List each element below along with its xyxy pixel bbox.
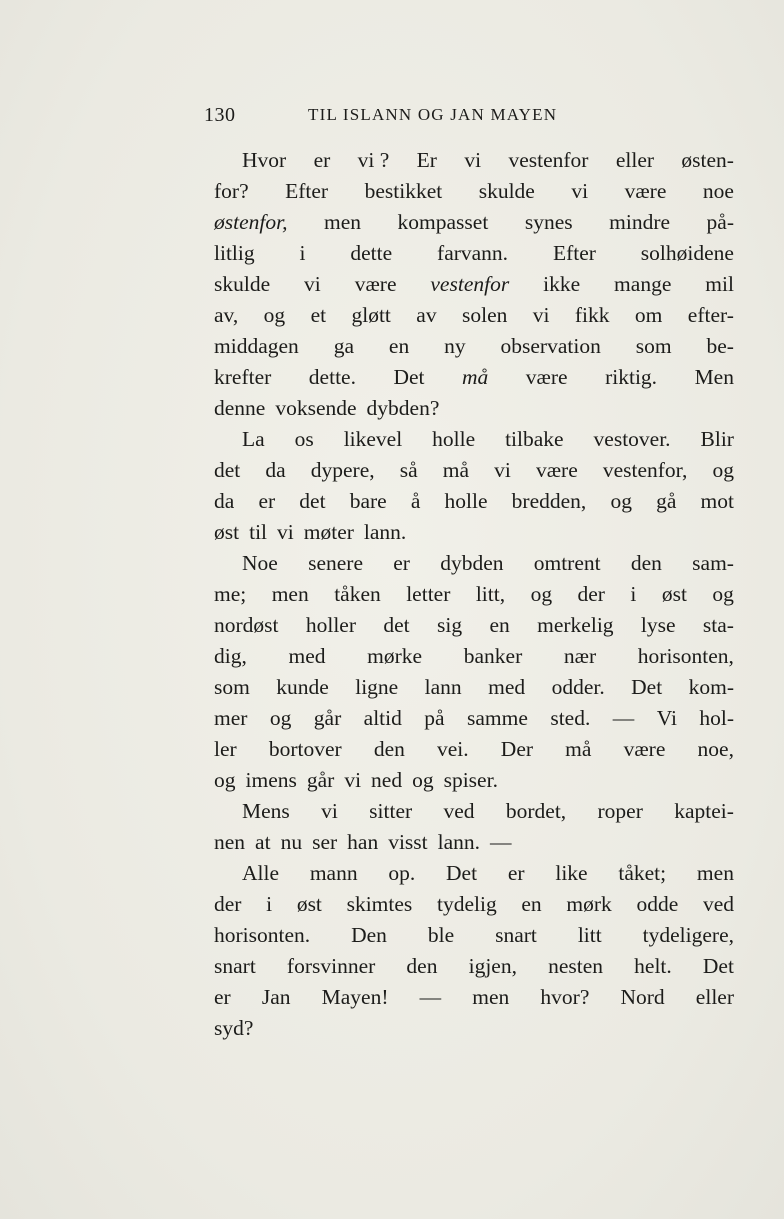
- word: det: [383, 613, 410, 637]
- text-line: [214, 362, 734, 393]
- word: Mayen!: [321, 985, 389, 1009]
- text-line: [214, 951, 734, 982]
- word: nu: [280, 830, 303, 854]
- word: tilbake: [505, 427, 564, 451]
- word: Alle: [242, 861, 280, 885]
- word: helt.: [634, 954, 672, 978]
- word: holle: [444, 489, 488, 513]
- text-line: [214, 734, 734, 765]
- word: —: [419, 985, 442, 1009]
- word: i: [630, 582, 637, 606]
- word: Er: [416, 148, 437, 172]
- word: like: [555, 861, 588, 885]
- word: Noe: [242, 551, 278, 575]
- word: sta-: [702, 613, 734, 637]
- word: da: [265, 458, 286, 482]
- word: men: [696, 861, 734, 885]
- text-line: [214, 207, 734, 238]
- word: en: [489, 613, 510, 637]
- word: farvann.: [437, 241, 509, 265]
- word: Mens: [242, 799, 290, 823]
- word: der: [214, 892, 242, 916]
- word: eller: [695, 985, 734, 1009]
- word: tåken: [334, 582, 381, 606]
- word: ny: [444, 334, 466, 358]
- word: østenfor,: [214, 210, 288, 234]
- word: østen-: [681, 148, 734, 172]
- word: men: [323, 210, 362, 234]
- word: være: [535, 458, 578, 482]
- word: holle: [432, 427, 476, 451]
- word: vi: [494, 458, 511, 482]
- word: bredden,: [511, 489, 587, 513]
- word: igjen,: [468, 954, 517, 978]
- word: vi: [344, 768, 362, 792]
- text-line: [214, 827, 734, 858]
- word: syd?: [214, 1016, 254, 1040]
- word: mindre: [609, 210, 671, 234]
- word: —: [612, 706, 635, 730]
- text-line: [214, 858, 734, 889]
- word: være: [624, 179, 667, 203]
- word: sitter: [369, 799, 413, 823]
- word: senere: [308, 551, 363, 575]
- word: denne: [214, 396, 266, 420]
- word: fikk: [574, 303, 610, 327]
- text-line: [214, 641, 734, 672]
- word: kaptei-: [674, 799, 734, 823]
- word: forsvinner: [286, 954, 376, 978]
- word: men: [472, 985, 510, 1009]
- word: en: [388, 334, 410, 358]
- word: der: [577, 582, 605, 606]
- text-line: [214, 269, 734, 300]
- word: Jan: [261, 985, 291, 1009]
- word: imens: [245, 768, 297, 792]
- word: være: [354, 272, 397, 296]
- word: riktig.: [605, 365, 658, 389]
- word: observation: [500, 334, 601, 358]
- word: likevel: [343, 427, 403, 451]
- word: voksende: [275, 396, 357, 420]
- text-line: [214, 300, 734, 331]
- word: er: [214, 985, 231, 1009]
- word: er: [313, 148, 331, 172]
- word: er: [507, 861, 525, 885]
- word: snart: [214, 954, 256, 978]
- word: nesten: [548, 954, 604, 978]
- word: for?: [214, 179, 249, 203]
- word: mørk: [566, 892, 612, 916]
- word: ligne: [355, 675, 399, 699]
- text-line: [214, 610, 734, 641]
- word: er: [393, 551, 410, 575]
- word: dybden?: [366, 396, 440, 420]
- word: Nord: [620, 985, 665, 1009]
- word: som: [635, 334, 672, 358]
- word: samme: [467, 706, 528, 730]
- word: ga: [333, 334, 354, 358]
- word: op.: [388, 861, 416, 885]
- word: vi: [304, 272, 321, 296]
- text-line: [214, 455, 734, 486]
- word: roper: [597, 799, 643, 823]
- word: ble: [427, 923, 455, 947]
- word: og: [269, 706, 292, 730]
- word: os: [294, 427, 314, 451]
- text-line: [214, 393, 734, 424]
- word: gløtt: [351, 303, 391, 327]
- word: snart: [495, 923, 537, 947]
- word: vei.: [437, 737, 469, 761]
- word: nær: [563, 644, 597, 668]
- text-line: [214, 176, 734, 207]
- word: så: [399, 458, 418, 482]
- word: han: [347, 830, 379, 854]
- word: be-: [706, 334, 734, 358]
- word: mot: [700, 489, 734, 513]
- word: lyse: [640, 613, 676, 637]
- word: hol-: [699, 706, 734, 730]
- word: dig,: [214, 644, 247, 668]
- text-line: [214, 920, 734, 951]
- word: men: [271, 582, 309, 606]
- word: dypere,: [310, 458, 375, 482]
- word: me;: [214, 582, 247, 606]
- word: lann: [424, 675, 462, 699]
- word: Hvor: [242, 148, 287, 172]
- word: mann: [309, 861, 358, 885]
- word: tydeligere,: [642, 923, 734, 947]
- word: holler: [305, 613, 357, 637]
- word: som: [214, 675, 250, 699]
- word: må: [462, 365, 489, 389]
- word: det: [214, 458, 241, 482]
- word: ser: [312, 830, 338, 854]
- page-header: [204, 104, 744, 130]
- word: skulde: [478, 179, 535, 203]
- word: solen: [461, 303, 508, 327]
- word: hvor?: [540, 985, 590, 1009]
- word: en: [521, 892, 542, 916]
- word: gå: [656, 489, 677, 513]
- word: Efter: [552, 241, 596, 265]
- word: La: [242, 427, 265, 451]
- word: og: [263, 303, 286, 327]
- running-title: TIL ISLANN OG JAN MAYEN: [308, 105, 558, 124]
- word: går: [306, 768, 335, 792]
- text-line: [214, 796, 734, 827]
- word: mil: [705, 272, 734, 296]
- word: Det: [393, 365, 425, 389]
- word: vestover.: [593, 427, 671, 451]
- word: efter-: [687, 303, 734, 327]
- page-number: 130: [204, 104, 236, 126]
- word: og: [712, 458, 734, 482]
- word: det: [299, 489, 326, 513]
- text-line: [214, 548, 734, 579]
- word: altid: [363, 706, 402, 730]
- word: dybden: [440, 551, 504, 575]
- word: at: [255, 830, 271, 854]
- word: Men: [694, 365, 734, 389]
- word: mange: [614, 272, 672, 296]
- word: øst: [296, 892, 322, 916]
- word: bortover: [268, 737, 342, 761]
- word: horisonten,: [637, 644, 734, 668]
- word: bestikket: [364, 179, 443, 203]
- word: er: [258, 489, 276, 513]
- word: skimtes: [346, 892, 413, 916]
- word: bare: [349, 489, 387, 513]
- word: mørke: [367, 644, 423, 668]
- word: kom-: [688, 675, 734, 699]
- word: den: [373, 737, 405, 761]
- word: Det: [446, 861, 478, 885]
- text-line: [214, 579, 734, 610]
- text-line: [214, 238, 734, 269]
- text-line: [214, 1013, 734, 1044]
- word: møter: [303, 520, 354, 544]
- word: skulde: [214, 272, 271, 296]
- word: går: [313, 706, 342, 730]
- word: og: [214, 768, 236, 792]
- word: øst: [661, 582, 687, 606]
- word: øst: [214, 520, 240, 544]
- word: den: [630, 551, 662, 575]
- word: kompasset: [397, 210, 489, 234]
- word: mer: [214, 706, 248, 730]
- word: litlig: [214, 241, 255, 265]
- text-line: [214, 982, 734, 1013]
- body-text: [214, 145, 734, 1044]
- word: synes: [524, 210, 573, 234]
- word: ned: [371, 768, 403, 792]
- word: bordet,: [505, 799, 567, 823]
- word: sam-: [692, 551, 734, 575]
- word: ikke: [543, 272, 581, 296]
- word: noe: [702, 179, 734, 203]
- word: et: [310, 303, 327, 327]
- word: vi: [321, 799, 338, 823]
- word: eller: [615, 148, 655, 172]
- word: ved: [443, 799, 475, 823]
- word: i: [266, 892, 273, 916]
- word: middagen: [214, 334, 299, 358]
- word: visst: [388, 830, 428, 854]
- word: av: [416, 303, 437, 327]
- word: odder.: [551, 675, 605, 699]
- text-line: [214, 145, 734, 176]
- text-line: [214, 672, 734, 703]
- word: da: [214, 489, 235, 513]
- word: solhøidene: [640, 241, 734, 265]
- text-line: [214, 424, 734, 455]
- word: horisonten.: [214, 923, 311, 947]
- word: vestenfor,: [602, 458, 688, 482]
- word: Efter: [285, 179, 329, 203]
- word: ler: [214, 737, 237, 761]
- word: og: [412, 768, 434, 792]
- word: være: [623, 737, 666, 761]
- word: Den: [351, 923, 387, 947]
- word: kunde: [276, 675, 329, 699]
- word: vi: [277, 520, 294, 544]
- word: den: [406, 954, 438, 978]
- word: og: [712, 582, 734, 606]
- word: om: [634, 303, 663, 327]
- word: —: [490, 830, 512, 854]
- text-line: [214, 517, 734, 548]
- word: lann.: [363, 520, 407, 544]
- text-line: [214, 331, 734, 362]
- word: vestenfor: [508, 148, 589, 172]
- word: vi: [571, 179, 589, 203]
- text-line: [214, 889, 734, 920]
- word: vestenfor: [430, 272, 510, 296]
- word: på: [424, 706, 445, 730]
- word: tåket;: [618, 861, 667, 885]
- word: letter: [406, 582, 451, 606]
- word: Det: [702, 954, 734, 978]
- word: omtrent: [533, 551, 601, 575]
- word: tydelig: [436, 892, 497, 916]
- text-line: [214, 703, 734, 734]
- word: vi: [464, 148, 482, 172]
- word: å: [410, 489, 421, 513]
- word: med: [488, 675, 526, 699]
- word: krefter: [214, 365, 272, 389]
- text-line: [214, 486, 734, 517]
- word: sig: [437, 613, 463, 637]
- word: må: [442, 458, 470, 482]
- word: nen: [214, 830, 246, 854]
- word: av,: [214, 303, 239, 327]
- word: dette: [350, 241, 393, 265]
- word: i: [299, 241, 306, 265]
- word: litt,: [475, 582, 506, 606]
- word: merkelig: [537, 613, 614, 637]
- word: og: [610, 489, 632, 513]
- word: Det: [631, 675, 663, 699]
- word: Vi: [656, 706, 677, 730]
- word: dette.: [308, 365, 356, 389]
- word: til: [249, 520, 268, 544]
- word: lann.: [437, 830, 481, 854]
- word: med: [288, 644, 326, 668]
- word: vi ?: [357, 148, 390, 172]
- word: litt: [577, 923, 602, 947]
- word: nordøst: [214, 613, 279, 637]
- word: på-: [706, 210, 734, 234]
- word: være: [525, 365, 568, 389]
- word: spiser.: [443, 768, 498, 792]
- word: må: [565, 737, 592, 761]
- word: odde: [636, 892, 679, 916]
- text-line: [214, 765, 734, 796]
- word: Der: [500, 737, 534, 761]
- word: vi: [532, 303, 550, 327]
- word: noe,: [697, 737, 734, 761]
- word: banker: [463, 644, 523, 668]
- word: sted.: [550, 706, 591, 730]
- word: Blir: [700, 427, 734, 451]
- word: ved: [702, 892, 734, 916]
- word: og: [530, 582, 553, 606]
